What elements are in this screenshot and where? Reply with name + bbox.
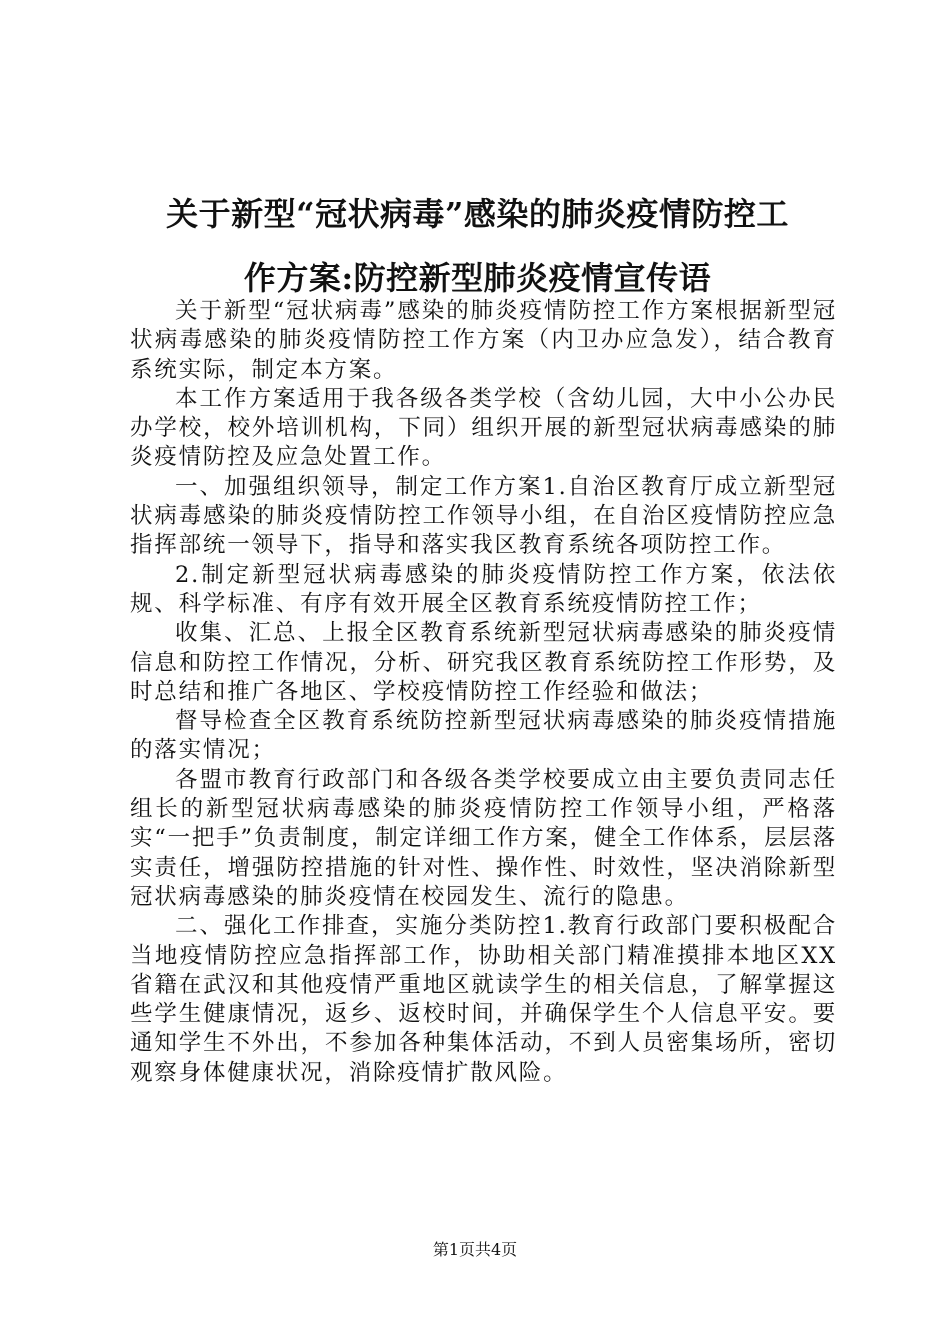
page-number: 第1页 [432, 1240, 475, 1259]
paragraph: 督导检查全区教育系统防控新型冠状病毒感染的肺炎疫情措施的落实情况； [130, 708, 837, 764]
paragraph: 收集、汇总、上报全区教育系统新型冠状病毒感染的肺炎疫情信息和防控工作情况，分析、研究我区教育系统防控工作形势，及时总结和推广各地区、学校疫情防控工作经验和做法； [130, 620, 837, 705]
page-total: 共4页 [475, 1240, 518, 1259]
paragraph: 本工作方案适用于我各级各类学校（含幼儿园，大中小公办民办学校，校外培训机构，下同）组织开展的新型冠状病毒感染的肺炎疫情防控及应急处置工作。 [130, 385, 837, 471]
title-line-1: 关于新型“冠状病毒”感染的肺炎疫情防控工 [166, 195, 789, 233]
paragraph: 一、加强组织领导，制定工作方案1.自治区教育厅成立新型冠状病毒感染的肺炎疫情防控工作领导小组，在自治区疫情防控应急指挥部统一领导下，指导和落实我区教育系统各项防控工作。 [130, 473, 837, 559]
document-body [130, 297, 837, 1088]
paragraph: 关于新型“冠状病毒”感染的肺炎疫情防控工作方案根据新型冠状病毒感染的肺炎疫情防控工作方案（内卫办应急发），结合教育系统实际，制定本方案。 [130, 298, 837, 383]
paragraph: 各盟市教育行政部门和各级各类学校要成立由主要负责同志任组长的新型冠状病毒感染的肺炎疫情防控工作领导小组，严格落实“一把手”负责制度，制定详细工作方案，健全工作体系，层层落实责任，增强防控措施的针对性、操作性、时效性，坚决消除新型冠状病毒感染的肺炎疫情在校园发生、流行的隐患。 [130, 766, 838, 910]
paragraph: 2.制定新型冠状病毒感染的肺炎疫情防控工作方案，依法依规、科学标准、有序有效开展全区教育系统疫情防控工作； [130, 561, 837, 617]
paragraph: 二、强化工作排查，实施分类防控1.教育行政部门要积极配合当地疫情防控应急指挥部工作，协助相关部门精准摸排本地区XX省籍在武汉和其他疫情严重地区就读学生的相关信息，了解掌握这些学生健康情况，返乡、返校时间，并确保学生个人信息平安。要通知学生不外出，不参加各种集体活动，不到人员密集场所，密切观察身体健康状况，消除疫情扩散风险。 [130, 913, 837, 1086]
page-footer [0, 1240, 950, 1260]
document-title [120, 182, 835, 310]
title-line-2: 作方案:防控新型肺炎疫情宣传语 [243, 259, 712, 297]
